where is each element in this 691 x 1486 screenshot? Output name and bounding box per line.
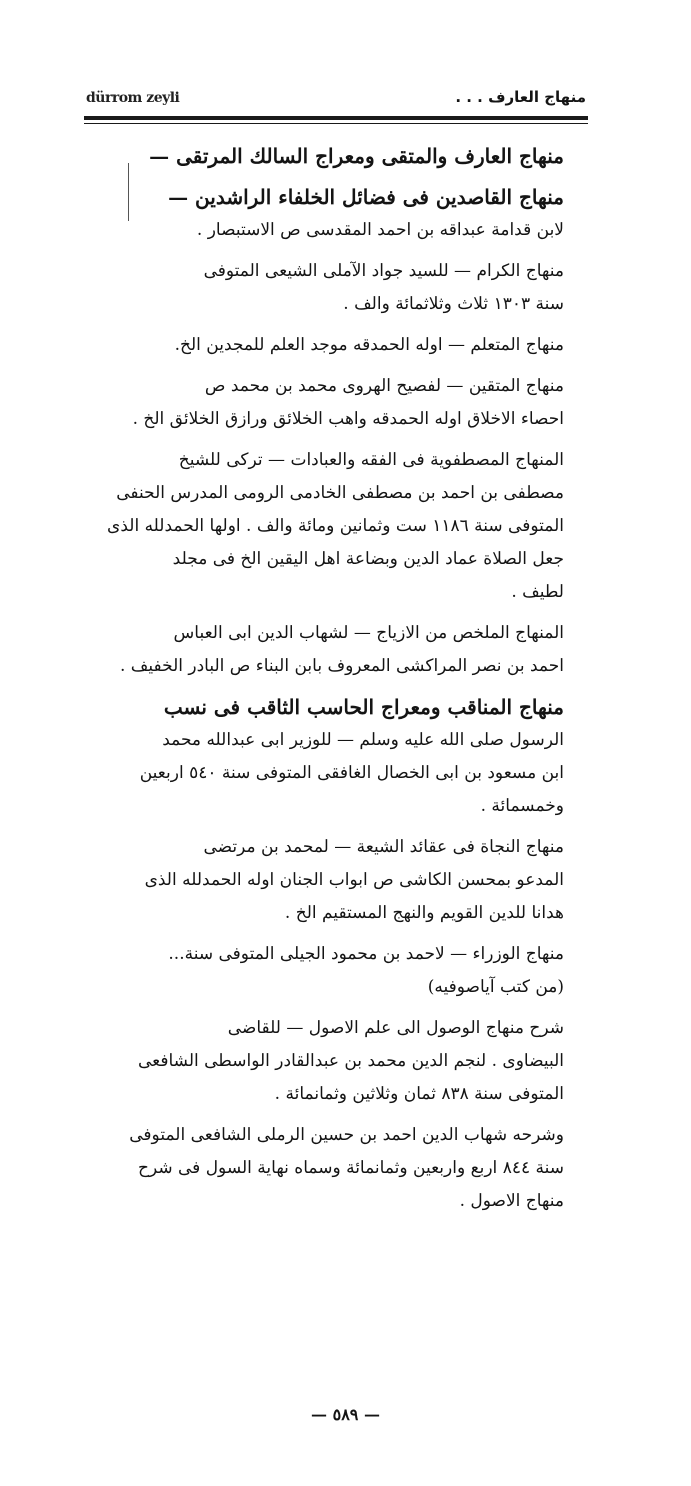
entry-text-line: هدانا للدين القويم والنهج المستقيم الخ . — [284, 903, 564, 923]
entry-text-line: منهاج الاصول . — [459, 1191, 564, 1211]
entry-text-line: سنة ١٣٠٣ ثلاث وثلاثمائة والف . — [343, 294, 564, 314]
bibliography-entry — [94, 329, 564, 362]
entry-heading-line: وشرحه شهاب الدين احمد بن حسين الرملى الشافعى المتوفى — [129, 1125, 564, 1145]
entries-body — [94, 140, 564, 1226]
bibliography-entry — [94, 691, 564, 823]
header-left-text: dürrom zeyli — [86, 90, 180, 106]
entry-heading-line: منهاج العارف والمتقى ومعراج السالك المرتقى — — [149, 144, 564, 168]
bibliography-entry — [94, 938, 564, 1004]
entry-text-line: المتوفى سنة ١١٨٦ ست وثمانين ومائة والف . اولها الحمدلله الذى — [107, 516, 564, 536]
entry-text-line: لطيف . — [511, 582, 564, 602]
entry-text-line: البيضاوى . لنجم الدين محمد بن عبدالقادر الواسطى الشافعى — [137, 1051, 564, 1071]
entry-text-line: مصطفى بن احمد بن مصطفى الخادمى الرومى المدرس الحنفى — [116, 483, 564, 503]
entry-text-line: وخمسمائة . — [480, 796, 564, 816]
entry-text-line: المتوفى سنة ٨٣٨ ثمان وثلاثين وثمانمائة . — [274, 1084, 564, 1104]
entry-heading-line: منهاج المتعلم — اوله الحمدقه موجد العلم للمجدين الخ. — [174, 335, 564, 355]
bibliography-entry — [94, 370, 564, 436]
bibliography-entry — [94, 831, 564, 930]
entry-text-line: (من كتب آياصوفيه) — [427, 977, 564, 997]
entry-heading-line: منهاج القاصدين فى فضائل الخلفاء الراشدين — — [168, 185, 564, 209]
entry-heading-line: منهاج النجاة فى عقائد الشيعة — لمحمد بن مرتضى — [203, 837, 564, 857]
running-header — [86, 88, 586, 110]
entry-text-line: جعل الصلاة عماد الدين وبضاعة اهل اليقين الخ فى مجلد — [172, 549, 564, 569]
entry-heading-line: المنهاج المصطفوية فى الفقه والعبادات — تركى للشيخ — [178, 450, 564, 470]
entry-heading-line: منهاج الوزراء — لاحمد بن محمود الجيلى المتوفى سنة... — [168, 944, 564, 964]
bibliography-entry — [94, 444, 564, 609]
bibliography-entry — [94, 181, 564, 247]
entry-text-line: سنة ٨٤٤ اربع واربعين وثمانمائة وسماه نهاية السول فى شرح — [138, 1158, 564, 1178]
bibliography-entry — [94, 1119, 564, 1218]
entry-heading-line: شرح منهاج الوصول الى علم الاصول — للقاضى — [227, 1018, 564, 1038]
entry-text-line: ابن مسعود بن ابى الخصال الغافقى المتوفى سنة ٥٤٠ اربعين — [139, 763, 564, 783]
bibliography-entry — [94, 140, 564, 173]
entry-heading-line: منهاج المتقين — لفصيح الهروى محمد بن محمد ص — [204, 376, 564, 396]
entry-heading-line: المنهاج الملخص من الازياج — لشهاب الدين ابى العباس — [173, 623, 564, 643]
entry-text-line: احصاء الاخلاق اوله الحمدقه واهب الخلائق ورازق الخلائق الخ . — [132, 409, 564, 429]
bibliography-entry — [94, 1012, 564, 1111]
entry-heading-line: منهاج الكرام — للسيد جواد الآملى الشيعى المتوفى — [203, 261, 564, 281]
header-rule-thin — [84, 123, 588, 124]
bibliography-entry — [94, 255, 564, 321]
header-rule-thick — [84, 116, 588, 120]
header-running-title: منهاج العارف . . . — [455, 88, 586, 106]
page-number: — ٥٨٩ — — [311, 1405, 380, 1424]
entry-text-line: لابن قدامة عبداقه بن احمد المقدسى ص الاستبصار . — [196, 220, 564, 240]
entry-text-line: احمد بن نصر المراكشى المعروف بابن البناء ص البادر الخفيف . — [119, 656, 564, 676]
bibliography-entry — [94, 617, 564, 683]
entry-heading-line: منهاج المناقب ومعراج الحاسب الثاقب فى نسب — [163, 695, 564, 719]
entry-text-line: المدعو بمحسن الكاشى ص ابواب الجنان اوله الحمدلله الذى — [144, 870, 564, 890]
entry-text-line: الرسول صلى الله عليه وسلم — للوزير ابى عبدالله محمد — [162, 730, 564, 750]
